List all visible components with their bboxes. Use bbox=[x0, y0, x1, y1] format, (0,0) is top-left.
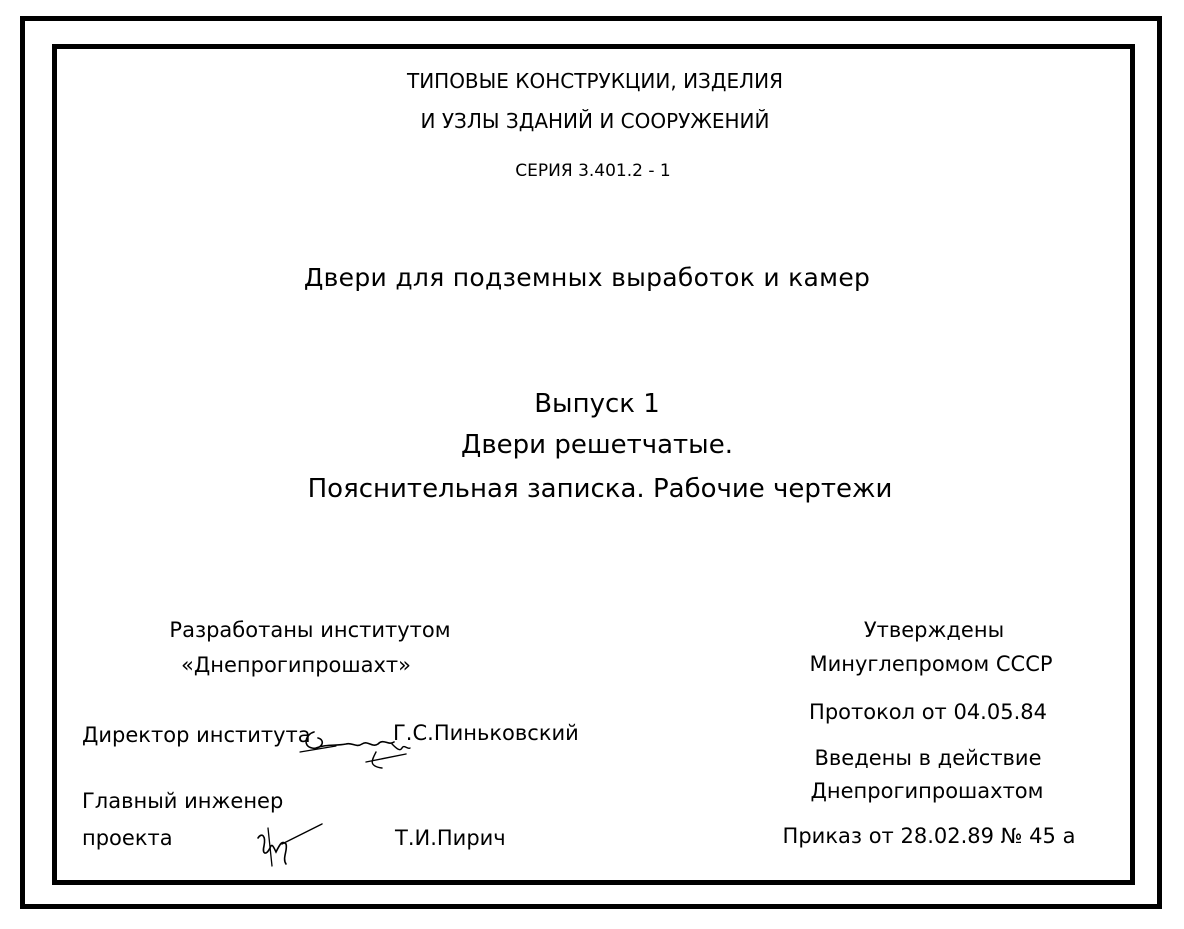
header-line-1: ТИПОВЫЕ КОНСТРУКЦИИ, ИЗДЕЛИЯ bbox=[406, 69, 784, 93]
approved-by: Минуглепромом СССР bbox=[809, 652, 1053, 676]
director-name: Г.С.Пиньковский bbox=[393, 721, 579, 745]
approved-label: Утверждены bbox=[863, 618, 1005, 642]
issue-number: Выпуск 1 bbox=[534, 389, 660, 419]
chief-engineer-role-2: проекта bbox=[82, 826, 173, 850]
issue-subtitle: Двери решетчатые. bbox=[461, 430, 733, 460]
document-title: Двери для подземных выработок и камер bbox=[303, 263, 871, 292]
developed-by-label: Разработаны институтом bbox=[169, 618, 451, 642]
developer-institute: «Днепрогипрошахт» bbox=[181, 653, 411, 677]
chief-engineer-name: Т.И.Пирич bbox=[395, 826, 506, 850]
enacted-by: Днепрогипрошахтом bbox=[810, 779, 1044, 803]
enacted-label: Введены в действие bbox=[814, 746, 1042, 770]
issue-contents: Пояснительная записка. Рабочие чертежи bbox=[307, 474, 893, 504]
series-number: СЕРИЯ 3.401.2 - 1 bbox=[515, 161, 671, 181]
enactment-order: Приказ от 28.02.89 № 45 а bbox=[782, 824, 1076, 848]
director-signature bbox=[296, 722, 418, 774]
chief-engineer-signature bbox=[252, 818, 328, 870]
director-role: Директор института bbox=[82, 723, 311, 747]
chief-engineer-role-1: Главный инженер bbox=[82, 789, 284, 813]
approval-protocol: Протокол от 04.05.84 bbox=[809, 700, 1047, 724]
header-line-2: И УЗЛЫ ЗДАНИЙ И СООРУЖЕНИЙ bbox=[420, 109, 770, 133]
